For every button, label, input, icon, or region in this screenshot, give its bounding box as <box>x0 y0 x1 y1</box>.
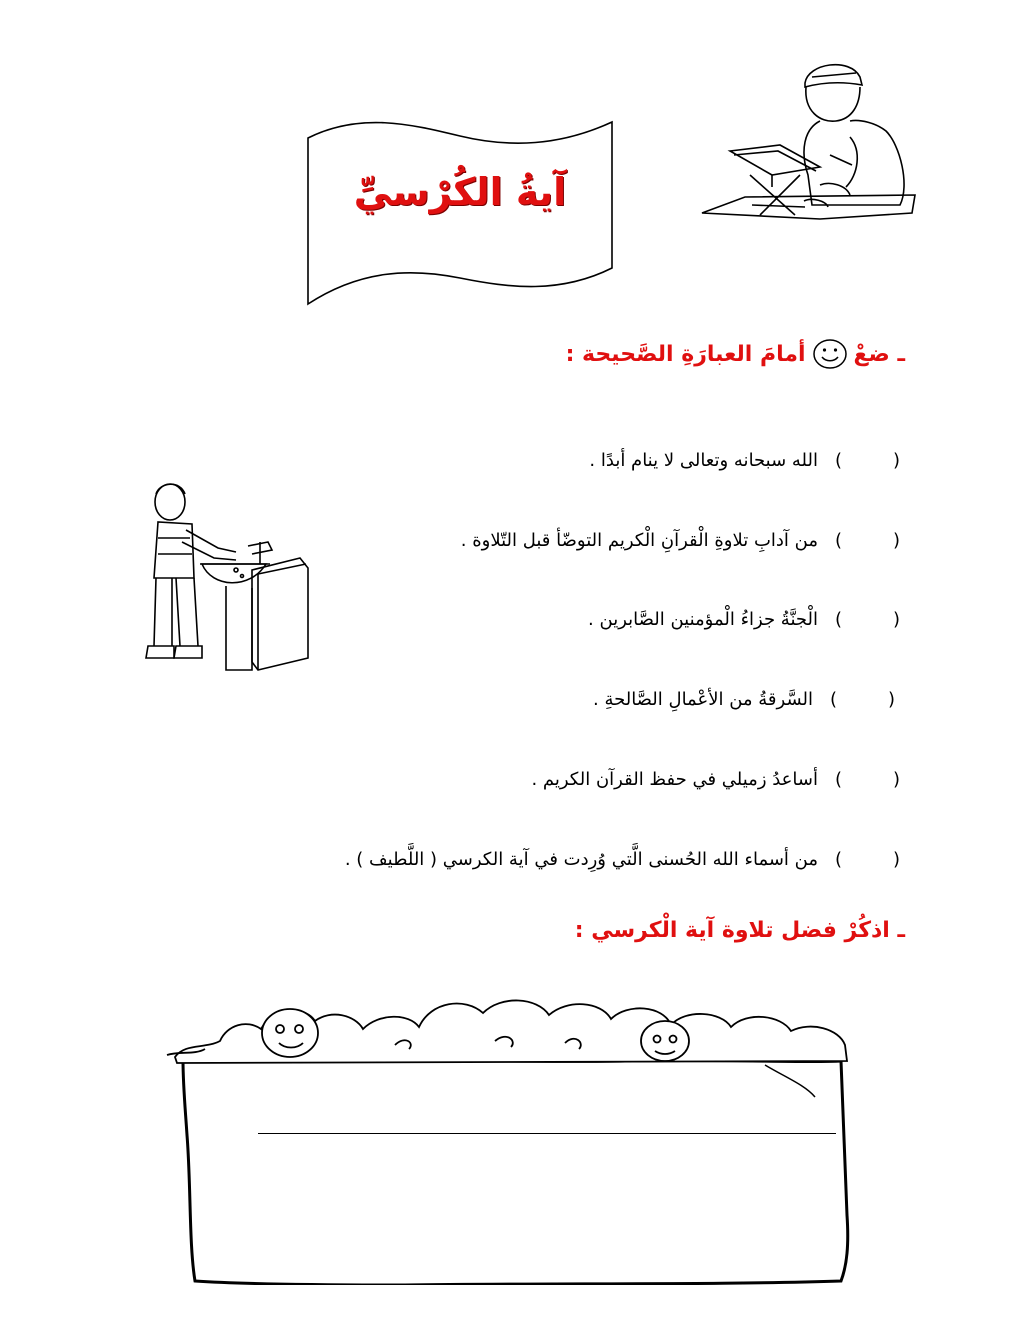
statement-text: السَّرقةُ من الأعْمالِ الصَّالحةِ . <box>593 689 813 710</box>
instruction-heading-2: ـ اذكُرْ فضل تلاوة آية الْكرسي : <box>574 918 905 943</box>
statement-row <box>180 450 900 476</box>
answer-paren-close: ) <box>829 689 837 710</box>
instruction-before: ـ ضعْ <box>853 341 905 367</box>
instruction-heading-1 <box>566 336 905 372</box>
answer-paren-close: ) <box>834 769 842 790</box>
answer-paren-open[interactable]: ( <box>892 849 900 870</box>
answer-paren-open[interactable]: ( <box>892 769 900 790</box>
answer-paren-open[interactable]: ( <box>892 530 900 551</box>
boy-reading-quran-illustration <box>700 55 920 225</box>
statement-text: أساعدُ زميلي في حفظ القرآن الكريم . <box>531 769 818 790</box>
statement-text: الْجنَّةُ جزاءُ الْمؤمنين الصَّابرين . <box>588 609 818 630</box>
statement-text: من أسماء الله الحُسنى الَّتي وُرِدت في آية الكرسي ( اللَّطيف ) . <box>344 849 818 870</box>
answer-paren-close: ) <box>834 450 842 471</box>
answer-line[interactable] <box>258 1133 836 1134</box>
answer-paren-open[interactable]: ( <box>892 609 900 630</box>
answer-paren-close: ) <box>834 849 842 870</box>
answer-paren-open[interactable]: ( <box>887 689 895 710</box>
answer-paren-close: ) <box>834 609 842 630</box>
page-title: آيةُ الكُرْسيِّ <box>353 170 567 214</box>
statement-row <box>175 689 895 715</box>
boy-washing-hands-illustration <box>140 478 315 673</box>
answer-writing-box[interactable] <box>165 985 855 1285</box>
smiley-icon <box>812 336 848 372</box>
statement-row <box>180 849 900 875</box>
statement-text: الله سبحانه وتعالى لا ينام أبدًا . <box>589 450 818 471</box>
answer-paren-open[interactable]: ( <box>892 450 900 471</box>
statement-row <box>180 769 900 795</box>
statement-text: من آدابِ تلاوةِ الْقرآنِ الْكريم التوضّأ قبل التّلاوة . <box>460 530 818 551</box>
answer-paren-close: ) <box>834 530 842 551</box>
instruction-after: أمامَ العبارَةِ الصَّحيحة : <box>565 341 806 367</box>
